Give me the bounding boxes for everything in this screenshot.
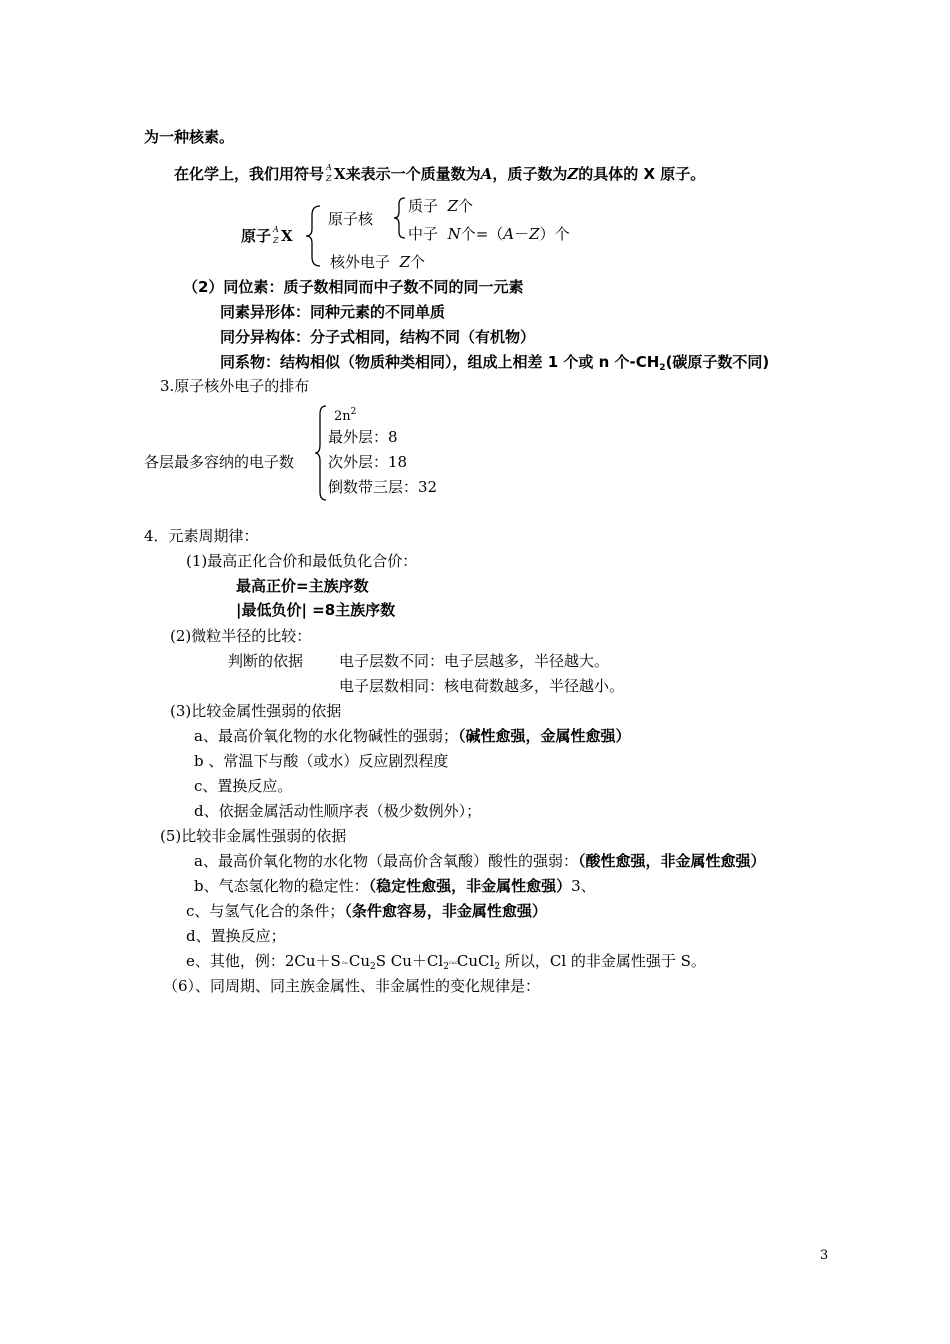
capacity-rule: $2n^2$ [334, 407, 357, 424]
nonmetal-title: (5)比较非金属性强弱的依据 [160, 827, 347, 845]
nonmetal-c: c、与氢气化合的条件；（条件愈容易，非金属性愈强） [186, 902, 547, 920]
neutron-row: 中子 N个=（A－Z）个 [408, 225, 570, 243]
page-number: 3 [820, 1248, 829, 1263]
metal-d: d、依据金属活动性顺序表（极少数例外）； [194, 802, 482, 820]
capacity-outer: 最外层：8 [328, 428, 398, 446]
nonmetal-a: a、最高价氧化物的水化物（最高价含氧酸）酸性的强弱：（酸性愈强，非金属性愈强） [194, 852, 766, 870]
metal-c: c、置换反应。 [194, 777, 293, 795]
radius-rule-2: 电子层数相同：核电荷数越多，半径越小。 [339, 677, 625, 695]
intro-end: 为一种核素。 [144, 128, 235, 146]
allotrope-def: 同素异形体：同种元素的不同单质 [220, 303, 446, 321]
nucleus-brace [392, 197, 408, 239]
change-rule: （6）、同周期、同主族金属性、非金属性的变化规律是： [163, 977, 541, 995]
radius-rule-1: 电子层数不同：电子层越多，半径越大。 [339, 652, 610, 670]
capacity-second: 次外层：18 [328, 453, 408, 471]
proton-row: 质子 Z个 [408, 197, 474, 215]
capacity-label: 各层最多容纳的电子数 [144, 453, 295, 471]
nonmetal-d: d、置换反应； [186, 927, 286, 945]
valence-max: 最高正价=主族序数 [236, 577, 369, 595]
atom-brace [304, 205, 324, 267]
valence-min: |最低负价| =8主族序数 [236, 601, 396, 619]
nonmetal-b: b、气态氢化物的稳定性：（稳定性愈强，非金属性愈强）3、 [194, 877, 596, 895]
isomer-def: 同分异构体：分子式相同，结构不同（有机物） [220, 328, 536, 346]
metal-title: (3)比较金属性强弱的依据 [170, 702, 342, 720]
electron-arrangement-title: 3.原子核外电子的排布 [160, 377, 310, 395]
electron-row: 核外电子 Z个 [330, 253, 426, 271]
periodic-law-title: 4．元素周期律： [144, 527, 259, 545]
capacity-third: 倒数带三层：32 [328, 478, 438, 496]
nucleus-label: 原子核 [328, 210, 374, 228]
nuclide-symbol: A Z [326, 163, 332, 183]
radius-title: (2)微粒半径的比较： [170, 627, 312, 645]
radius-basis: 判断的依据 [228, 652, 304, 670]
metal-a: a、最高价氧化物的水化物碱性的强弱；（碱性愈强，金属性愈强） [194, 727, 631, 745]
isotope-def: （2）同位素：质子数相同而中子数不同的同一元素 [183, 278, 524, 296]
capacity-brace [314, 405, 328, 501]
homolog-def: 同系物：结构相似（物质种类相同），组成上相差 1 个或 n 个$-CH_2$(碳原子数不同) [220, 353, 770, 373]
valence-title: (1)最高正化合价和最低负化合价： [186, 552, 418, 570]
atom-label: 原子 A Z X [241, 225, 293, 245]
symbol-line: 在化学上，我们用符号 A Z X来表示一个质量数为A，质子数为Z的具体的 X 原子。 [174, 163, 706, 183]
metal-b: b 、常温下与酸（或水）反应剧烈程度 [194, 752, 449, 770]
nonmetal-e: e、其他，例：2Cu＋SCuCu$_2$S $Cu+Cl_2CuClCuCl_2$ 所以，Cl 的非金属性强于 S。 [186, 952, 706, 972]
